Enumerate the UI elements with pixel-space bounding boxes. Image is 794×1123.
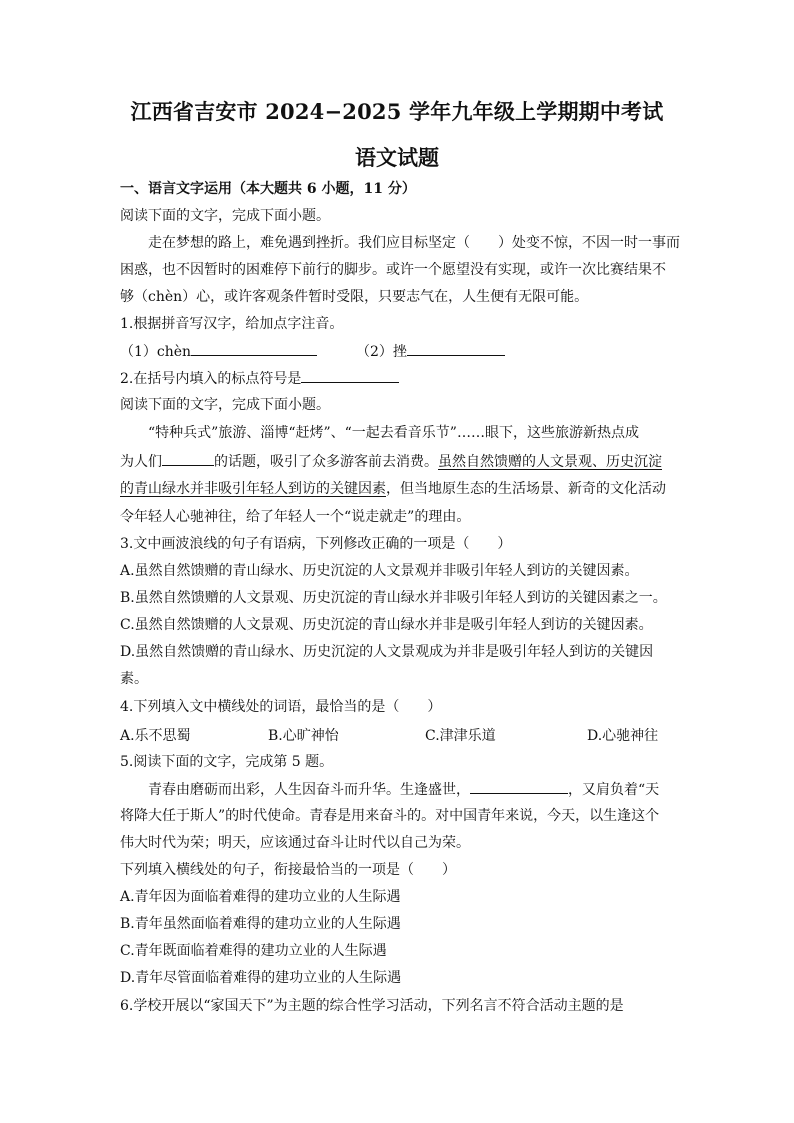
question-3-option-a[interactable]: A.虽然自然馈赠的青山绿水、历史沉淀的人文景观并非吸引年轻人到访的关键因素。 — [120, 563, 639, 579]
passage1-line3 — [120, 287, 588, 307]
passage2-line1: “特种兵式”旅游、淄博“赶烤”、“一起去看音乐节”……眼下，这些旅游新热点成 — [148, 425, 639, 441]
passage1-line3-text: 够（chèn）心，或许客观条件暂时受限，只要志气在，人生便有无限可能。 — [120, 289, 589, 305]
question-4-option-a[interactable]: A.乐不思蜀 — [120, 728, 191, 744]
question-2-stem: 2.在括号内填入的标点符号是 — [120, 371, 302, 387]
passage1-line1-text: 走在梦想的路上，难免遇到挫折。我们应目标坚定（ ）处变不惊，不因一时一事而 — [148, 235, 680, 251]
answer-blank-1b[interactable] — [407, 341, 505, 356]
passage1-line1 — [148, 233, 680, 253]
passage2-line2b: 的话题，吸引了众多游客前去消费。 — [214, 454, 438, 470]
wavy-sentence-part1: 虽然自然馈赠的人文景观、历史沉淀 — [438, 454, 662, 470]
question-1-answers — [120, 341, 505, 362]
answer-blank-2[interactable] — [301, 368, 399, 383]
question-4-stem: 4.下列填入文中横线处的词语，最恰当的是（ ） — [120, 699, 442, 715]
wavy-sentence-part2: 的青山绿水并非吸引年轻人到访的关键因素 — [120, 481, 386, 497]
question-2 — [120, 368, 399, 389]
question-5-stem: 5.阅读下面的文字，完成第 5 题。 — [120, 754, 334, 770]
question-1-stem: 1.根据拼音写汉字，给加点字注音。 — [120, 316, 344, 332]
question-3-option-c[interactable]: C.虽然自然馈赠的人文景观、历史沉淀的青山绿水并非是吸引年轻人到访的关键因素。 — [120, 617, 653, 633]
question-5-ask: 下列填入横线处的句子，衔接最恰当的一项是（ ） — [120, 862, 456, 878]
passage2-line3b: ，但当地原生态的生活场景、新奇的文化活动 — [386, 481, 666, 497]
passage2-line2 — [120, 451, 662, 472]
question-6-stem: 6.学校开展以“家国天下”为主题的综合性学习活动，下列名言不符合活动主题的是 — [120, 998, 624, 1014]
read-prompt: 阅读下面的文字，完成下面小题。 — [120, 208, 330, 224]
question-4-option-b[interactable]: B.心旷神怡 — [268, 728, 339, 744]
answer-blank-1a[interactable] — [191, 341, 317, 356]
exam-subject-title: 语文试题 — [355, 145, 439, 170]
question-1a-label: （1）chèn — [120, 344, 192, 360]
read-prompt-2: 阅读下面的文字，完成下面小题。 — [120, 397, 330, 413]
passage2-line3 — [120, 479, 666, 499]
exam-title: 江西省吉安市 2024−2025 学年九年级上学期期中考试 — [130, 99, 664, 124]
question-1b-label: （2）挫 — [355, 344, 407, 360]
question-5-passage-part1: 青春由磨砺而出彩，人生因奋斗而升华。生逢盛世， — [148, 782, 470, 798]
question-3-option-b[interactable]: B.虽然自然馈赠的人文景观、历史沉淀的青山绿水并非吸引年轻人到访的关键因素之一。 — [120, 590, 667, 606]
section-heading: 一、语言文字运用（本大题共 6 小题，11 分） — [120, 181, 416, 197]
question-5-passage-line3: 伟大时代为荣；明天，应该通过奋斗让时代以自己为荣。 — [120, 835, 470, 851]
passage1-line2-text: 困惑，也不因暂时的困难停下前行的脚步。或许一个愿望没有实现，或许一次比赛结果不 — [120, 262, 666, 278]
question-4-option-c[interactable]: C.津津乐道 — [425, 728, 496, 744]
question-5-passage-part2: ，又肩负着“天 — [568, 782, 660, 798]
question-3-stem: 3.文中画波浪线的句子有语病，下列修改正确的一项是（ ） — [120, 536, 512, 552]
question-3-option-d-cont: 素。 — [120, 671, 148, 687]
question-3-option-d[interactable]: D.虽然自然馈赠的青山绿水、历史沉淀的人文景观成为并非是吸引年轻人到访的关键因 — [120, 644, 654, 660]
answer-blank-5[interactable] — [470, 779, 568, 794]
passage1-line2 — [120, 260, 666, 280]
question-5-passage-line2: 将降大任于斯人”的时代使命。青春是用来奋斗的。对中国青年来说，今天，以生逢这个 — [120, 808, 660, 824]
question-4-option-d[interactable]: D.心驰神往 — [587, 728, 659, 744]
passage-blank[interactable] — [162, 451, 214, 466]
question-5-option-d[interactable]: D.青年尽管面临着难得的建功立业的人生际遇 — [120, 970, 402, 986]
passage2-line2a: 为人们 — [120, 454, 162, 470]
question-5-option-b[interactable]: B.青年虽然面临着难得的建功立业的人生际遇 — [120, 916, 401, 932]
question-5-passage-line1 — [148, 779, 659, 800]
question-5-option-a[interactable]: A.青年因为面临着难得的建功立业的人生际遇 — [120, 889, 401, 905]
question-5-option-c[interactable]: C.青年既面临着难得的建功立业的人生际遇 — [120, 943, 387, 959]
passage2-line4: 令年轻人心驰神往，给了年轻人一个“说走就走”的理由。 — [120, 509, 471, 525]
